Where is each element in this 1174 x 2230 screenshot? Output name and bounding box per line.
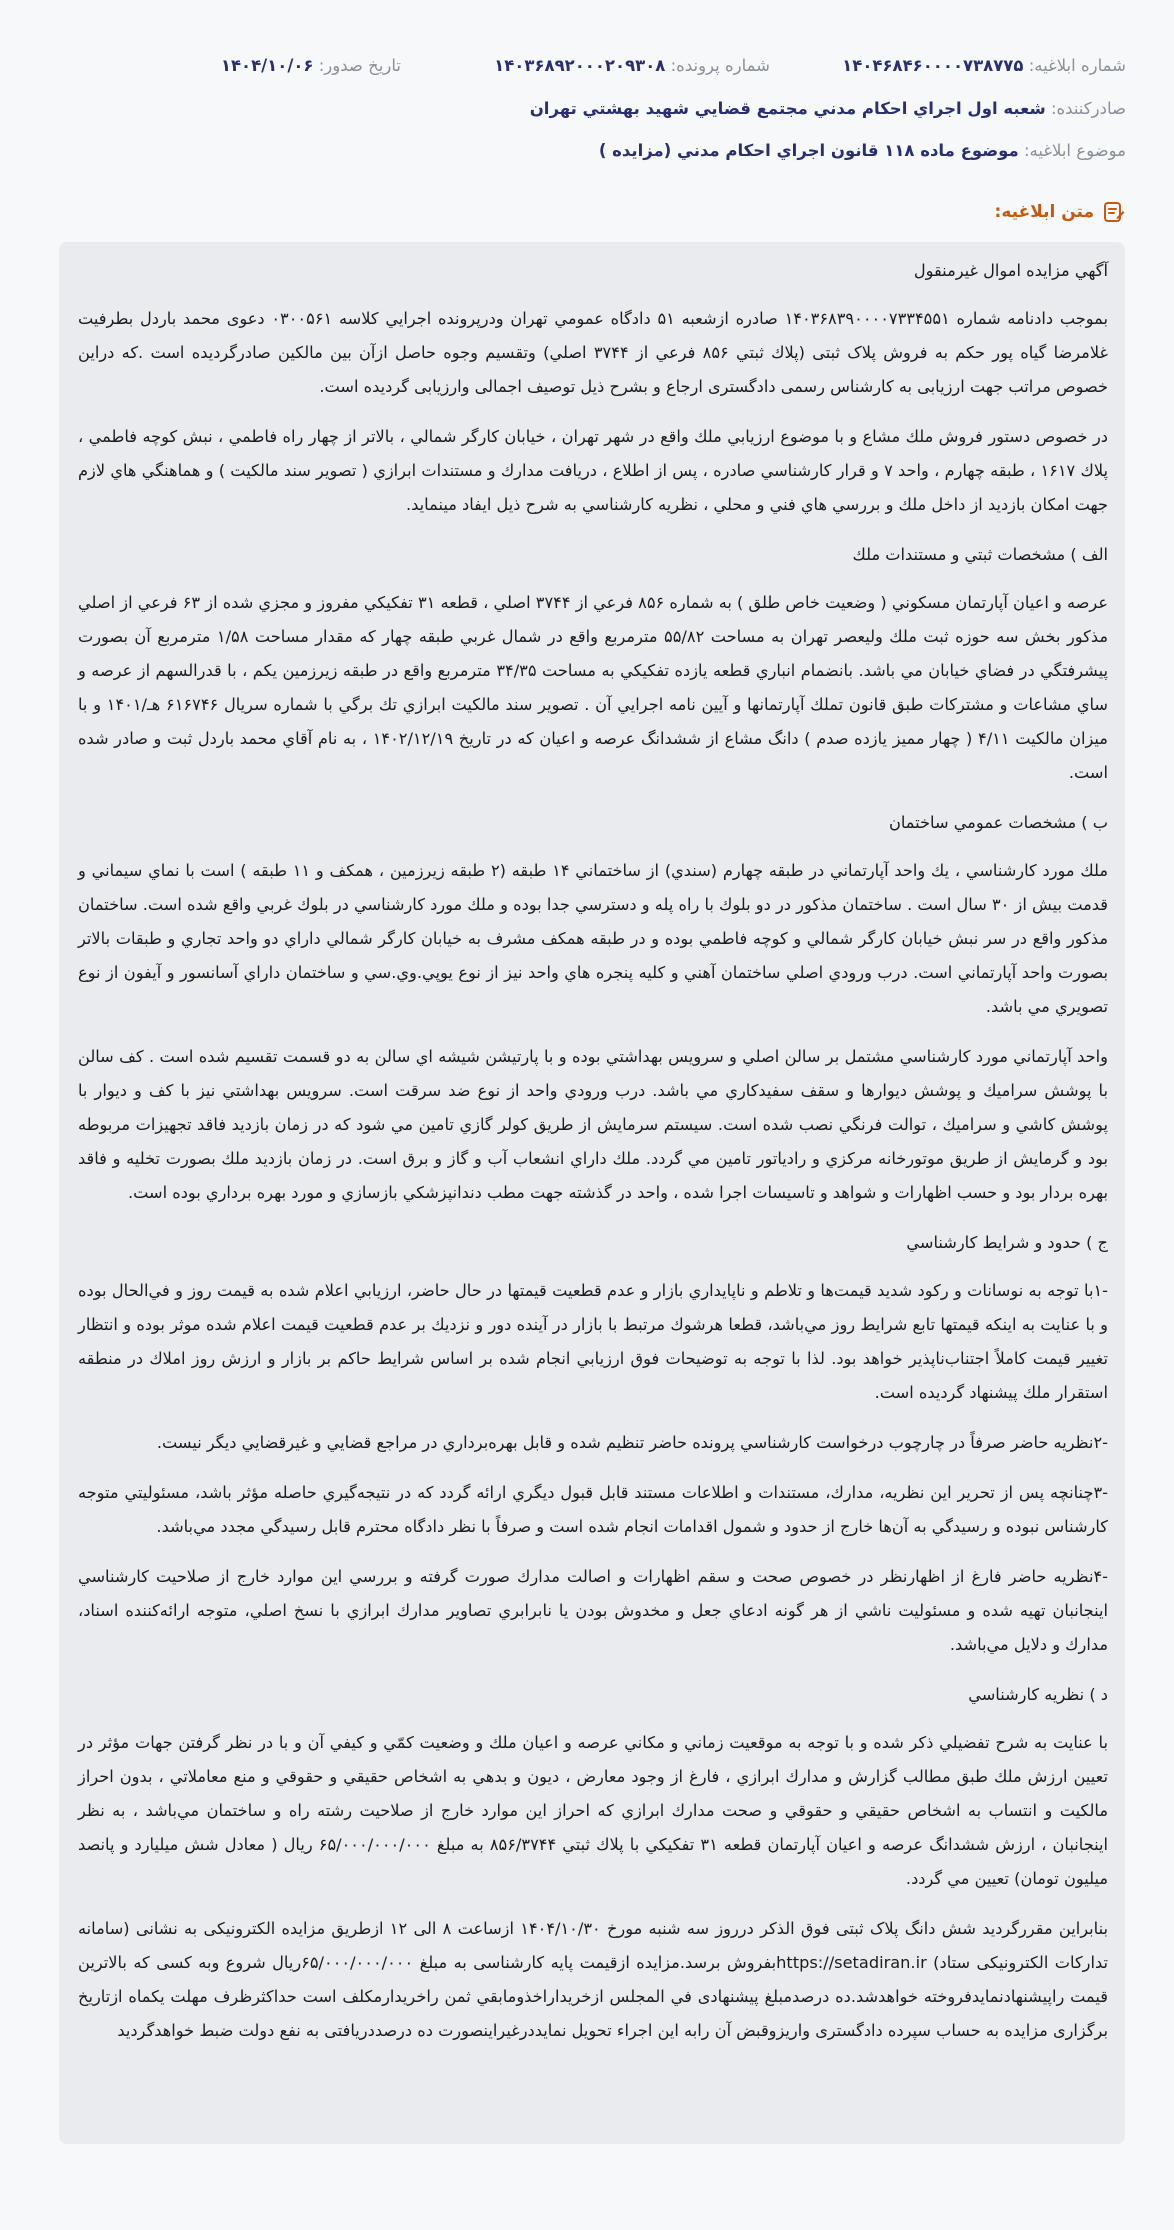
notice-number-field xyxy=(842,56,1126,75)
subject-label: موضوع ابلاغيه: xyxy=(1023,141,1126,160)
notice-body xyxy=(78,254,1108,2064)
notice-number-label: شماره ابلاغيه: xyxy=(1028,56,1126,75)
paragraph-condition-2: -۲نظريه حاضر صرفاً در چارچوب درخواست كارشناسي پرونده حاضر تنظيم شده و قابل بهره‌برداري در مراجع قضايي و غيرقضايي ديگر نيست. xyxy=(156,1433,1108,1452)
issuer-row xyxy=(48,99,1126,118)
heading-registration: الف ) مشخصات ثبتي و مستندات ملك xyxy=(852,545,1108,564)
paragraph-auction: بنابراين مقررگرديد شش دانگ پلاک ثبتی فوق الذکر درروز سه شنبه مورخ ۱۴۰۴/۱۰/۳۰ ازساعت ۸ الی ۱۲ ازطريق مزايده الكترونيكی به نشانی (سامانه تدارکات الکترونیکی ستاد) https://setadiran.irبفروش برسد.مزايده ازقيمت پايه كارشناسی به مبلغ ۶۵/۰۰۰/۰۰۰/۰۰۰ريال شروع وبه كسی كه بالاترين قيمت راپيشنهادنمايدفروخته خواهدشد.ده درصدمبلغ پيشنهادی في المجلس ازخريداراخذومابقي ثمن راخريدارمكلف است حداكثرظرف مهلت يكماه ازتاريخ برگزاری مزايده به حساب سپرده دادگستری واريزوقبض آن رابه اين اجراء تحويل نمايددرغيراينصورت ده درصددريافتی به نفع دولت ضبط خواهدگرديد xyxy=(78,1919,1109,2040)
paragraph-condition-3: -۳چنانچه پس از تحرير اين نظريه، مدارك، مستندات و اطلاعات مستند قابل قبول ديگري ارائه گردد كه در نتيجه‌گيري حاصله مؤثر باشد، مسئوليتي متوجه كارشناس نبوده و رسيدگي به آن‌ها خارج از حدود و شمول اقدامات انجام شده است و صرفاً با نظر دادگاه محترم قابل رسيدگي مجدد مي‌باشد. xyxy=(78,1483,1108,1536)
paragraph-unit: واحد آپارتماني مورد كارشناسي مشتمل بر سالن اصلي و سرويس بهداشتي بوده و با پارتيشن شيشه اي سالن به دو قسمت تقسيم شده است . كف سالن با پوشش سراميك و پوشش ديوارها و سقف سفيدكاري مي باشد. درب ورودي واحد از نوع ضد سرقت است. سرويس بهداشتي نيز با كف و ديوار با پوشش كاشي و سراميك ، توالت فرنگي نصب شده است. سيستم سرمايش از طريق كولر گازي تامين مي شود كه در زمان بازديد فاقد تجهيزات مربوطه بود و گرمايش از طريق موتورخانه مركزي و رادياتور تامين مي گردد. ملك داراي انشعاب آب و گاز و برق است. در زمان بازديد ملك بصورت تخليه و فاقد بهره بردار بود و حسب اظهارات و شواهد و تاسيسات اجرا شده ، واحد در گذشته جهت مطب دندانپزشكي بازسازي و مورد بهره برداري بوده است. xyxy=(78,1047,1108,1202)
issue-date-label: تاريخ صدور: xyxy=(318,56,401,75)
subject-value: موضوع ماده ۱۱۸ قانون اجراي احكام مدني (مزايده ) xyxy=(598,141,1019,160)
notice-text-heading xyxy=(995,200,1126,224)
paragraph-verdict: بموجب دادنامه شماره ۱۴۰۳۶۸۳۹۰۰۰۰۷۳۳۴۵۵۱ صادره ازشعبه ۵۱ دادگاه عمومي تهران ودرپرونده اجرايي كلاسه ۰۳۰۰۵۶۱ دعوی محمد باردل بطرفيت غلامرضا گياه پور حکم به فروش پلاک ثبتی (پلاك ثبتي ۸۵۶ فرعي از ۳۷۴۴ اصلي) وتقسيم وجوه حاصل ازآن بين مالكين صادرگرديده است .كه دراين خصوص مراتب جهت ارزيابی به كارشناس رسمی دادگستری ارجاع و بشرح ذيل توصيف اجمالی وارزيابی گرديده است. xyxy=(78,309,1109,396)
paragraph-condition-1: -۱با توجه به نوسانات و ركود شديد قيمت‌ها و تلاطم و ناپايداري بازار و عدم قطعيت قيمتها در حال حاضر، ارزيابي اعلام شده به قيمت روز و في‌الحال بوده و با عنايت به اينكه قيمتها تابع شرايط روز مي‌باشد، قطعا هرشوك مرتبط با بازار در آينده دور و نزديك بر عدم قطعيت قيمت اعلام شده موثر بوده و انتظار تغيير قيمت كاملاً اجتناب‌ناپذير خواهد بود. لذا با توجه به توضيحات فوق ارزيابي انجام شده بر اساس شرايط حاكم بر بازار و ارزش روز املاك در منطقه استقرار ملك پيشنهاد گرديده است. xyxy=(78,1281,1108,1402)
paragraph-registration: عرصه و اعيان آپارتمان مسكوني ( وضعيت خاص طلق ) به شماره ۸۵۶ فرعي از ۳۷۴۴ اصلي ، قطعه ۳۱ تفكيكي مفروز و مجزي شده از ۶۳ فرعي از اصلي مذكور بخش سه حوزه ثبت ملك وليعصر تهران به مساحت ۵۵/۸۲ مترمربع واقع در شمال غربي طبقه چهار كه مقدار مساحت ۱/۵۸ مترمربع آن بصورت پيشرفتگي در فضاي خيابان مي باشد. بانضمام انباري قطعه يازده تفكيكي به مساحت ۳۴/۳۵ مترمربع واقع در طبقه زيرزمين يكم ، با قدرالسهم از عرصه و ساي مشاعات و مشتركات طبق قانون تملك آپارتمانها و آيين نامه اجرايي آن . تصوير سند مالكيت ابرازي تك برگي با شماره سريال ۶۱۶۷۴۶ هـ/۱۴۰۱ و با ميزان مالكيت ۴/۱۱ ( چهار مميز يازده صدم ) دانگ مشاع از ششدانگ عرصه و اعيان كه در تاريخ ۱۴۰۲/۱۲/۱۹ ، به نام آقاي محمد باردل ثبت و صادر شده است. xyxy=(78,593,1109,782)
case-number-value: ۱۴۰۳۶۸۹۲۰۰۰۲۰۹۳۰۸ xyxy=(494,56,666,75)
issuer-label: صادرکننده: xyxy=(1050,99,1126,118)
heading-opinion: د ) نظريه كارشناسي xyxy=(968,1685,1108,1704)
issue-date-field xyxy=(221,56,401,75)
issue-date-value: ۱۴۰۴/۱۰/۰۶ xyxy=(220,56,314,75)
notice-text-label: متن ابلاغيه: xyxy=(994,202,1094,222)
issuer-value: شعبه اول اجراي احكام مدني مجتمع قضايي شهيد بهشتي تهران xyxy=(529,99,1046,118)
paragraph-opinion: با عنايت به شرح تفضيلي ذكر شده و با توجه به موقعيت زماني و مكاني عرصه و اعيان ملك و وضعيت كمّي و كيفي آن و با در نظر گرفتن جهات مؤثر در تعيين ارزش ملك طبق مطالب گزارش و مدارك ابرازي ، فارغ از وجود معارض ، ديون و بدهي به اشخاص حقيقي و حقوقي و منع معاملاتي ، بدون احراز مالكيت و انتساب به اشخاص حقيقي و حقوقي و صحت مدارك ابرازي كه احراز اين موارد خارج از صلاحيت رشته راه و ساختمان مي‌باشد ، به نظر اينجانبان ، ارزش ششدانگ عرصه و اعيان آپارتمان قطعه ۳۱ تفكيكي با پلاك ثبتي ۸۵۶/۳۷۴۴ به مبلغ ۶۵/۰۰۰/۰۰۰/۰۰۰ ريال ( معادل شش ميليارد و پانصد ميليون تومان) تعيين مي گردد. xyxy=(78,1733,1109,1888)
paragraph-order: در خصوص دستور فروش ملك مشاع و با موضوع ارزيابي ملك واقع در شهر تهران ، خيابان كارگر شمالي ، بالاتر از چهار راه فاطمي ، نبش كوچه فاطمي ، پلاك ۱۶۱۷ ، طبقه چهارم ، واحد ۷ و قرار كارشناسي صادره ، پس از اطلاع ، دريافت مدارك و مستندات ابرازي ( تصوير سند مالكيت ) و هماهنگي هاي لازم جهت امكان بازديد از داخل ملك و بررسي هاي فني و محلي ، نظريه كارشناسي به شرح ذيل ايفاد مينمايد. xyxy=(78,427,1108,514)
case-number-label: شماره پرونده: xyxy=(670,56,770,75)
paragraph-condition-4: -۴نظريه حاضر فارغ از اظهارنظر در خصوص صحت و سقم اظهارات و اصالت مدارك صورت گرفته و بررسي اين موارد خارج از صلاحيت كارشناسي اينجانبان تهيه شده و مسئوليت ناشي از هر گونه ادعاي جعل و مخدوش بودن يا نابرابري تصاوير مدارك ابرازي با نسخ اصلي، متوجه ارائه‌كننده اسناد، مدارك و دلايل مي‌باشد. xyxy=(78,1567,1108,1654)
notice-title: آگهي مزايده اموال غيرمنقول xyxy=(913,261,1108,280)
case-number-field xyxy=(494,56,770,75)
document-edit-icon xyxy=(1102,200,1126,224)
paragraph-building: ملك مورد كارشناسي ، يك واحد آپارتماني در طبقه چهارم (سندي) از ساختماني ۱۴ طبقه (۲ طبقه زيرزمين ، همكف و ۱۱ طبقه ) است با نماي سيماني و قدمت بيش از ۳۰ سال است . ساختمان مذكور در دو بلوك با راه پله و دسترسي جدا بوده و ملك مورد كارشناسي در بلوك غربي واقع شده است. ساختمان مذكور واقع در سر نبش خيابان كارگر شمالي و كوچه فاطمي بوده و در طبقه همكف مشرف به خيابان كارگر شمالي داراي دو واحد تجاري و طبقات بالاتر بصورت واحد آپارتماني است. درب ورودي اصلي ساختمان آهني و كليه پنجره هاي واحد نيز از نوع يوپي.وي.سي و ساختمان داراي آسانسور و آيفون از نوع تصويري مي باشد. xyxy=(78,861,1108,1016)
subject-row xyxy=(48,141,1126,160)
notice-number-value: ۱۴۰۴۶۸۴۶۰۰۰۰۷۳۸۷۷۵ xyxy=(842,56,1024,75)
heading-conditions: ج ) حدود و شرايط كارشناسي xyxy=(906,1233,1108,1252)
header-row-ids xyxy=(48,56,1126,80)
heading-building: ب ) مشخصات عمومي ساختمان xyxy=(888,813,1108,832)
